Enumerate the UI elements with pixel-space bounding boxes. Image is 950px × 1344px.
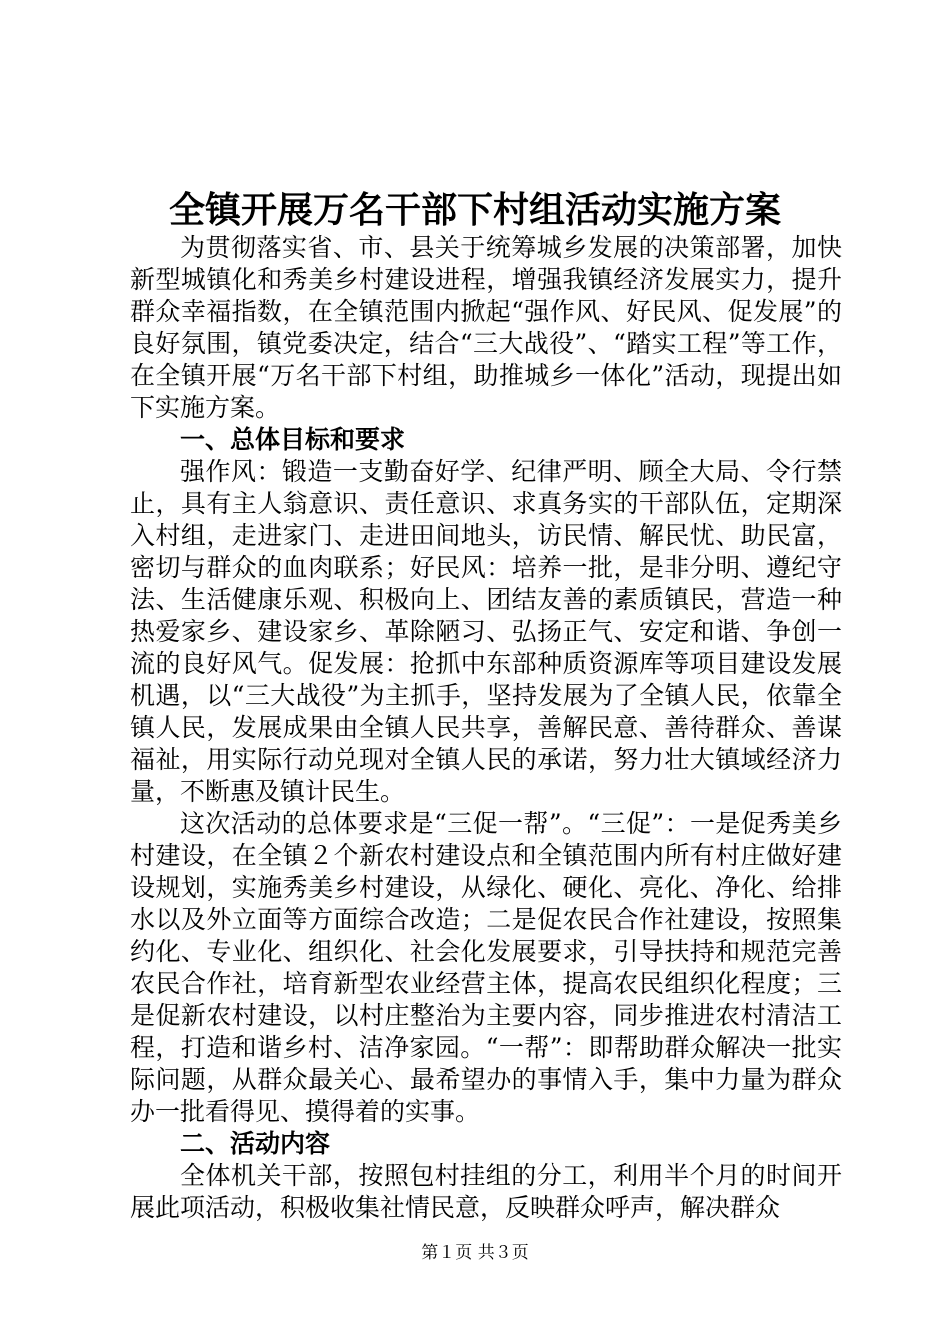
intro-paragraph: 为贯彻落实省、市、县关于统筹城乡发展的决策部署，加快新型城镇化和秀美乡村建设进程，增强我镇经济发展实力，提升群众幸福指数，在全镇范围内掀起“强作风、好民风、促发展”的良好氛围，镇党委决定，结合“三大战役”、“踏实工程”等工作，在全镇开展“万名干部下村组，助推城乡一体化”活动，现提出如下实施方案。: [130, 233, 842, 422]
document-title: 全镇开展万名干部下村组活动实施方案: [168, 189, 781, 231]
section-heading-goals: 一、总体目标和要求: [180, 425, 406, 454]
content-paragraph: 全体机关干部，按照包村挂组的分工，利用半个月的时间开展此项活动，积极收集社情民意，反映群众呼声，解决群众: [130, 1161, 842, 1222]
document-body: [130, 232, 842, 1224]
requirements-paragraph: 这次活动的总体要求是“三促一帮”。“三促”：一是促秀美乡村建设，在全镇２个新农村建设点和全镇范围内所有村庄做好建设规划，实施秀美乡村建设，从绿化、硬化、亮化、净化、给排水以及外立面等方面综合改造；二是促农民合作社建设，按照集约化、专业化、组织化、社会化发展要求，引导扶持和规范完善农民合作社，培育新型农业经营主体，提高农民组织化程度；三是促新农村建设，以村庄整治为主要内容，同步推进农村清洁工程，打造和谐乡村、洁净家园。“一帮”：即帮助群众解决一批实际问题，从群众最关心、最希望办的事情入手，集中力量为群众办一批看得见、摸得着的实事。: [130, 809, 842, 1126]
section-heading-content: 二、活动内容: [180, 1129, 331, 1158]
goals-paragraph: 强作风：锻造一支勤奋好学、纪律严明、顾全大局、令行禁止，具有主人翁意识、责任意识、求真务实的干部队伍，定期深入村组，走进家门、走进田间地头，访民情、解民忧、助民富，密切与群众的血肉联系；好民风：培养一批，是非分明、遵纪守法、生活健康乐观、积极向上、团结友善的素质镇民，营造一种热爱家乡、建设家乡、革除陋习、弘扬正气、安定和谐、争创一流的良好风气。促发展：抢抓中东部种质资源库等项目建设发展机遇，以“三大战役”为主抓手，坚持发展为了全镇人民，依靠全镇人民，发展成果由全镇人民共享，善解民意、善待群众、善谋福祉，用实际行动兑现对全镇人民的承诺，努力壮大镇域经济力量，不断惠及镇计民生。: [130, 457, 842, 806]
page-number-footer: 第１页 共３页: [421, 1243, 529, 1263]
